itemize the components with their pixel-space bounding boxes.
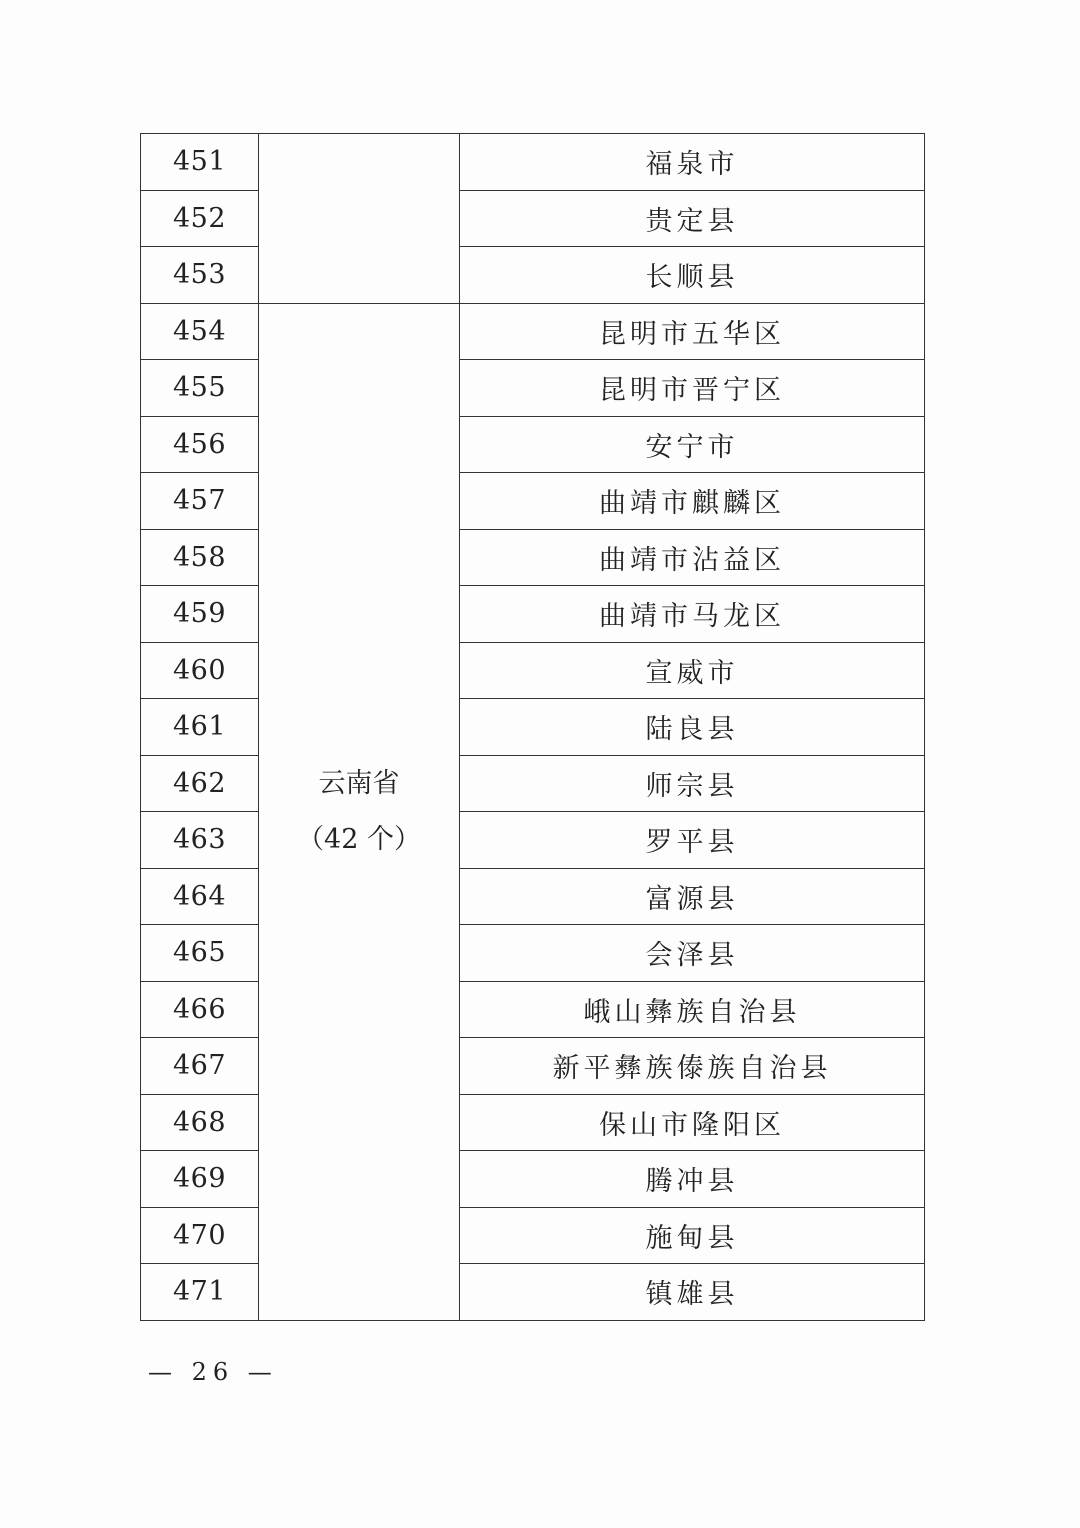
county-list-table	[140, 133, 925, 1321]
table-row	[141, 699, 925, 756]
row-number: 462	[141, 755, 259, 812]
county-name: 曲靖市沾益区	[460, 529, 925, 586]
table-row	[141, 1038, 925, 1095]
row-number: 453	[141, 247, 259, 304]
county-name: 保山市隆阳区	[460, 1094, 925, 1151]
row-number: 469	[141, 1151, 259, 1208]
county-name: 曲靖市麒麟区	[460, 473, 925, 530]
table-row	[141, 360, 925, 417]
table-row	[141, 981, 925, 1038]
row-number: 468	[141, 1094, 259, 1151]
row-number: 467	[141, 1038, 259, 1095]
county-name: 安宁市	[460, 416, 925, 473]
table-row	[141, 416, 925, 473]
row-number: 470	[141, 1207, 259, 1264]
table-row	[141, 247, 925, 304]
county-name: 富源县	[460, 868, 925, 925]
row-number: 454	[141, 303, 259, 360]
province-name: 云南省	[318, 767, 400, 799]
province-count: （42 个）	[297, 823, 421, 855]
county-name: 陆良县	[460, 699, 925, 756]
row-number: 455	[141, 360, 259, 417]
row-number: 452	[141, 190, 259, 247]
row-number: 465	[141, 925, 259, 982]
county-name: 罗平县	[460, 812, 925, 869]
county-name: 镇雄县	[460, 1264, 925, 1321]
county-name: 会泽县	[460, 925, 925, 982]
table-row	[141, 586, 925, 643]
row-number: 460	[141, 642, 259, 699]
table-row	[141, 1264, 925, 1321]
table-row	[141, 190, 925, 247]
row-number: 461	[141, 699, 259, 756]
table-row	[141, 868, 925, 925]
county-name: 峨山彝族自治县	[460, 981, 925, 1038]
row-number: 466	[141, 981, 259, 1038]
county-name: 昆明市晋宁区	[460, 360, 925, 417]
province-cell-previous	[259, 134, 460, 304]
table-row	[141, 925, 925, 982]
county-name: 长顺县	[460, 247, 925, 304]
county-name: 宣威市	[460, 642, 925, 699]
table-row	[141, 1207, 925, 1264]
table-row	[141, 812, 925, 869]
county-name: 施甸县	[460, 1207, 925, 1264]
row-number: 459	[141, 586, 259, 643]
table-row	[141, 1094, 925, 1151]
row-number: 471	[141, 1264, 259, 1321]
row-number: 457	[141, 473, 259, 530]
table-row	[141, 134, 925, 191]
county-name: 新平彝族傣族自治县	[460, 1038, 925, 1095]
county-name: 贵定县	[460, 190, 925, 247]
table-row	[141, 1151, 925, 1208]
province-cell-yunnan	[259, 303, 460, 1320]
table-row	[141, 529, 925, 586]
row-number: 456	[141, 416, 259, 473]
row-number: 464	[141, 868, 259, 925]
county-name: 师宗县	[460, 755, 925, 812]
county-name: 曲靖市马龙区	[460, 586, 925, 643]
table-row	[141, 473, 925, 530]
page-number: — 26 —	[148, 1358, 278, 1386]
row-number: 458	[141, 529, 259, 586]
row-number: 463	[141, 812, 259, 869]
table-row	[141, 303, 925, 360]
county-name: 昆明市五华区	[460, 303, 925, 360]
row-number: 451	[141, 134, 259, 191]
county-name: 福泉市	[460, 134, 925, 191]
county-name: 腾冲县	[460, 1151, 925, 1208]
table-row	[141, 642, 925, 699]
table-row	[141, 755, 925, 812]
